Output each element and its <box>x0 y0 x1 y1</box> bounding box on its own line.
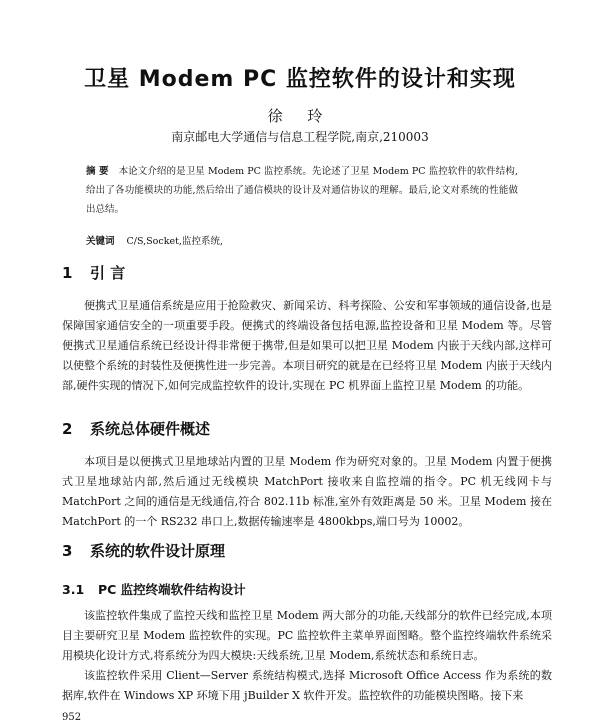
abstract <box>86 162 518 219</box>
paragraph: 该监控软件采用 Client—Server 系统结构模式,选择 Microsoft Office Access 作为系统的数据库,软件在 Windows XP 环境下用 jBuilder X 软件开发。监控软件的功能模块图略。接下来 <box>62 669 552 702</box>
abstract-text: 本论文介绍的是卫星 Modem PC 监控系统。先论述了卫星 Modem PC 监控软件的软件结构,给出了各功能模块的功能,然后给出了通信模块的设计及对通信协议的理解。最后,论文对系统的性能做出总结。 <box>86 166 518 215</box>
section-number: 3 <box>62 542 73 560</box>
subsection-number: 3.1 <box>62 582 85 597</box>
paragraph: 该监控软件集成了监控天线和监控卫星 Modem 两大部分的功能,天线部分的软件已经完成,本项目主要研究卫星 Modem 监控软件的实现。PC 监控软件主菜单界面图略。整个监控终端软件系统采用模块化设计方式,将系统分为四大模块:天线系统,卫星 Modem,系统状态和系统日志。 <box>62 609 552 662</box>
section-3-1-body <box>62 606 552 706</box>
section-2-body <box>62 452 552 532</box>
keywords <box>86 233 518 247</box>
section-title: 引 言 <box>90 264 126 282</box>
section-title: 系统总体硬件概述 <box>90 420 211 438</box>
paragraph: 本项目是以便携式卫星地球站内置的卫星 Modem 作为研究对象的。卫星 Modem 内置于便携式卫星地球站内部,然后通过无线模块 MatchPort 接收来自监控端的指令。PC 机无线网卡与 MatchPort 之间的通信是无线通信,符合 802.11b 标准,室外有效距离是 50 米。卫星 Modem 接在 MatchPort 的一个 RS232 串口上,数据传输速率是 4800kbps,端口号为 10002。 <box>62 455 552 528</box>
paper-title: 卫星 Modem PC 监控软件的设计和实现 <box>84 67 516 92</box>
author-affiliation: 南京邮电大学通信与信息工程学院,南京,210003 <box>171 130 429 144</box>
section-number: 2 <box>62 420 73 438</box>
paragraph: 便携式卫星通信系统是应用于抢险救灾、新闻采访、科考探险、公安和军事领域的通信设备,也是保障国家通信安全的一项重要手段。便携式的终端设备包括电源,监控设备和卫星 Modem 等。尽管便携式卫星通信系统已经设计得非常便于携带,但是如果可以把卫星 Modem 内嵌于天线内部,这样可以使整个系统的封装性及便携性进一步完善。本项目研究的就是在已经将卫星 Modem 内嵌于天线内部,硬件实现的情况下,如何完成监控软件的设计,实现在 PC 机界面上监控卫星 Modem 的功能。 <box>62 299 552 392</box>
section-heading-1 <box>62 262 125 283</box>
section-title: 系统的软件设计原理 <box>90 542 226 560</box>
subsection-title: PC 监控终端软件结构设计 <box>98 582 246 597</box>
section-number: 1 <box>62 264 73 282</box>
section-heading-3 <box>62 540 225 561</box>
author-name: 徐 玲 <box>267 107 333 125</box>
page-number: 952 <box>62 712 82 723</box>
keywords-text: C/S,Socket,监控系统, <box>126 236 223 247</box>
abstract-label: 摘 要 <box>86 166 109 177</box>
keywords-label: 关键词 <box>86 236 115 247</box>
section-heading-2 <box>62 418 210 439</box>
subsection-heading-3-1 <box>62 580 246 598</box>
section-1-body <box>62 296 552 396</box>
